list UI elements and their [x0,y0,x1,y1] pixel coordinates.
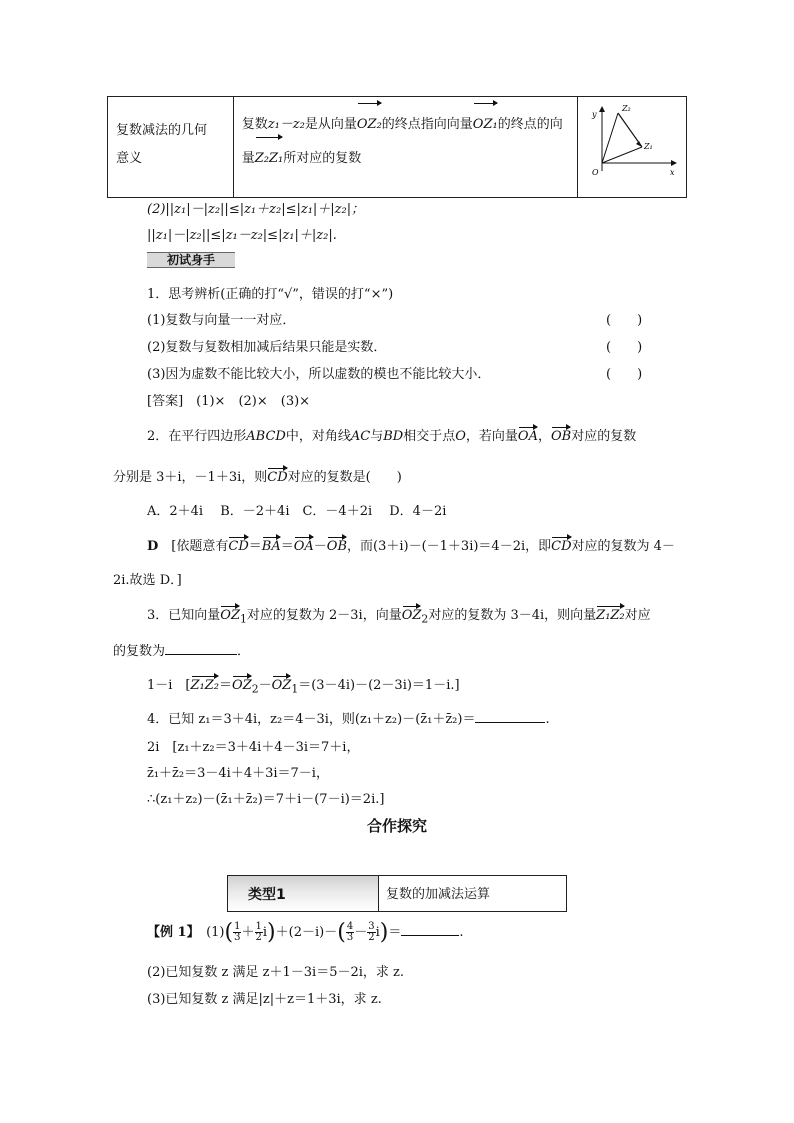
label-z1: Z₁ [643,142,653,151]
q2-solution-line-2: 2i.故选 D．] [113,573,182,588]
vector-oz1-line [602,147,642,163]
vector-oz2: OZ₂ [357,105,382,145]
table-label: 复数减法的几何意义 [116,123,208,166]
type-box-label: 类型1 [228,876,379,911]
label-x: x [669,168,675,177]
label-y: y [591,110,597,119]
vector-z2z1: Z₂Z₁ [255,139,284,179]
label-z2: Z₂ [621,104,631,113]
label-o: O [591,168,599,177]
table-label-cell [108,97,234,198]
answer-blank [165,642,237,655]
q2-line-1: 2．在平行四边形ABCD中，对角线AC与BD相交于点O，若向量OA，OB对应的复数 [147,429,637,444]
table-figure-cell [577,97,686,198]
q1-paren-1: ( ) [606,313,643,328]
q1-item-2: (2)复数与复数相加减后结果只能是实数． [147,340,387,355]
q3-line-2: 的复数为 ． [113,644,251,659]
example-1-line-1: 【例 1】 (1)( $\frac{1}{3}$ ＋ $\frac{1}{2}$ i)＋(2－i)－( $\frac{4}{3}$ － $\frac{3}{2}$ i)＝ . [147,920,464,945]
q1-title: 1．思考辨析(正确的打“√”，错误的打“×”) [147,287,394,302]
type-box [227,875,567,912]
q4-solution-3: ∴(z₁＋z₂)－(z̄₁＋z̄₂)＝7＋i－(7－i)＝2i.] [147,792,385,807]
vector-subtraction-diagram [578,97,686,193]
answer-blank [475,710,545,723]
table-content-line-2: 量Z₂Z₁所对应的复数 [242,139,569,179]
table-content-cell [233,97,577,198]
type-box-title: 复数的加减法运算 [386,887,491,902]
example-1-line-2: (2)已知复数 z 满足 z＋1－3i＝5－2i，求 z. [147,965,405,980]
expr-z1-minus-z2: z₁－z₂ [267,117,305,132]
vector-oa: OA [517,429,538,444]
q3-answer: 1－i $[Z_1Z_2=OZ_2-OZ_1=(3-4i)-(2-3i)=1-i.]$ [147,678,460,696]
answer-blank [401,923,459,936]
q4-line-1: 4．已知 z₁＝3＋4i，z₂＝4－3i，则(z₁＋z₂)－(z̄₁＋z̄₂)＝ . [147,712,550,727]
q1-item-1: (1)复数与向量一一对应． [147,313,296,328]
vector-oz1: OZ₁ [473,105,498,145]
vector-oz2-line [602,113,618,163]
q3-line-1: 3．已知向量$OZ_1$对应的复数为 2－3i，向量$OZ_2$对应的复数为 3－4i，则向量Z₁Z₂对应 [147,608,651,626]
inequality-2: ||z₁|－|z₂||≤|z₁－z₂|≤|z₁|＋|z₂|. [147,228,337,243]
example-1-line-3: (3)已知复数 z 满足|z|＋z＝1＋3i，求 z. [147,992,382,1007]
inequality-1: (2)||z₁|－|z₂||≤|z₁＋z₂|≤|z₁|＋|z₂|； [147,202,365,217]
q2-options: A．2＋4i B．－2＋4i C．－4＋2i D．4－2i [147,504,447,519]
q2-line-2: 分别是 3＋i，－1＋3i，则CD对应的复数是( ) [113,470,402,485]
arrow-z2z1 [636,141,642,147]
section-badge: 初试身手 [147,252,235,268]
q1-paren-3: ( ) [606,367,643,382]
q1-paren-2: ( ) [606,340,643,355]
definition-table [107,96,687,198]
q2-solution-line-1: D [依题意有CD＝BA＝OA－OB，而(3＋i)－(－1＋3i)＝4－2i，即CD对应的复数为 4－ [147,539,675,554]
q1-answer: [答案] (1)× (2)× (3)× [147,394,311,409]
q4-solution-2: z̄₁＋z̄₂＝3－4i＋4＋3i＝7－i， [147,766,329,781]
q4-solution-1: 2i [z₁＋z₂＝3＋4i＋4－3i＝7＋i， [147,740,360,755]
vector-cd: CD [267,470,288,485]
q1-item-3: (3)因为虚数不能比较大小，所以虚数的模也不能比较大小． [147,367,491,382]
x-axis-arrow [671,160,677,166]
table-content-line-1: 复数z₁－z₂是从向量OZ₂的终点指向向量OZ₁的终点的向 [242,105,569,145]
vector-ob: OB [550,429,572,444]
section-title: 合作探究 [366,817,427,835]
y-axis-arrow [599,106,605,112]
